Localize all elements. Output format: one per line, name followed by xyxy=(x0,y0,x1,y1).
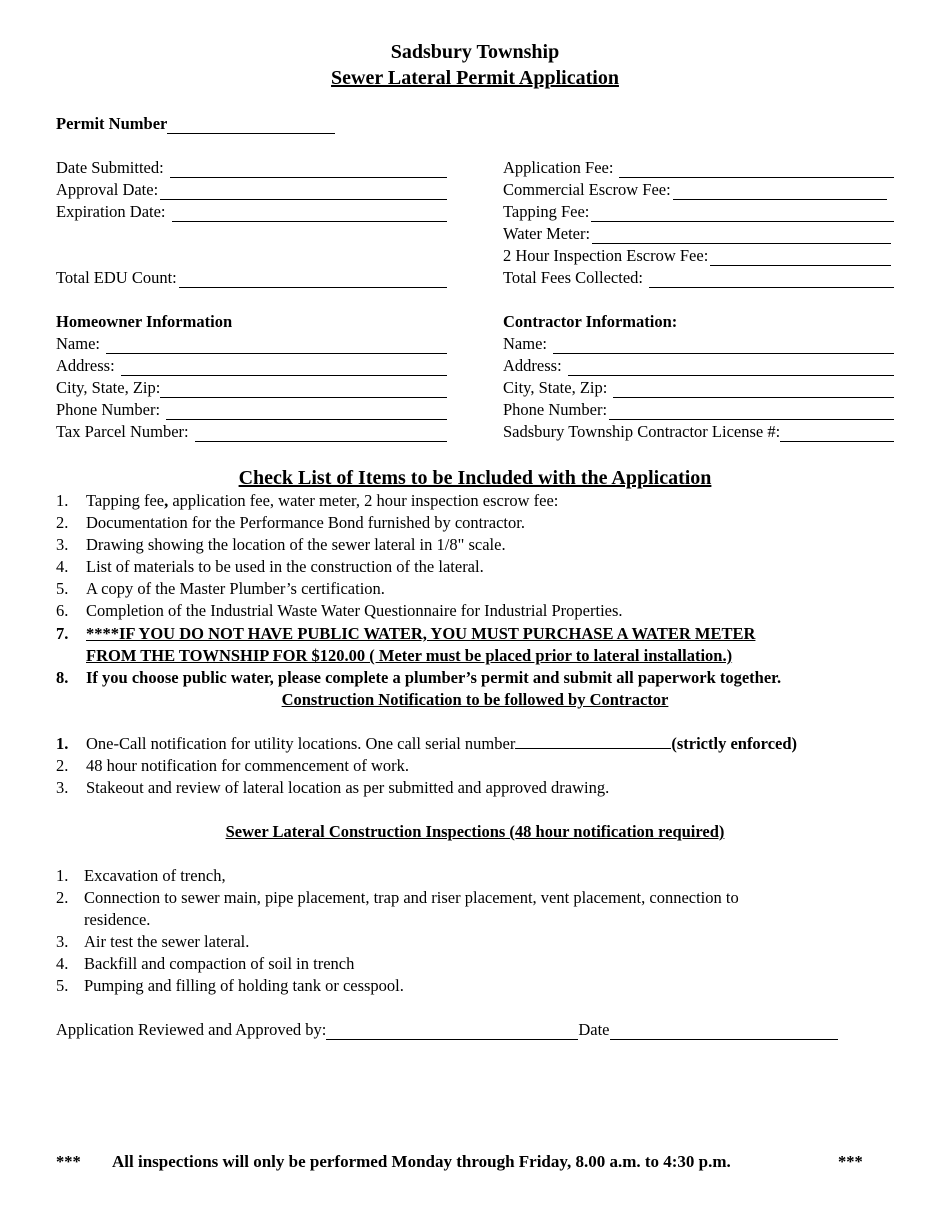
item-text: If you choose public water, please complete a plumber’s permit and submit all paperwork together. xyxy=(86,668,782,687)
item-text: A copy of the Master Plumber’s certification. xyxy=(86,579,385,598)
inspection-item xyxy=(56,888,739,908)
homeowner-name-field[interactable] xyxy=(56,334,447,354)
item-text: Documentation for the Performance Bond furnished by contractor. xyxy=(86,513,525,532)
construction-heading: Construction Notification to be followed by Contractor xyxy=(281,690,669,709)
total-edu-field[interactable] xyxy=(56,268,447,288)
checklist-heading: Check List of Items to be Included with the Application xyxy=(238,467,712,489)
total-fees-input[interactable] xyxy=(649,271,894,288)
homeowner-heading: Homeowner Information xyxy=(56,312,233,331)
tapping-fee-label: Tapping Fee: xyxy=(503,202,590,221)
reviewed-by-input[interactable] xyxy=(326,1023,578,1040)
item-text: Pumping and filling of holding tank or cesspool. xyxy=(84,976,404,995)
item-number: 1. xyxy=(56,491,69,510)
permit-number-label: Permit Number xyxy=(56,114,168,133)
contractor-phone-field[interactable] xyxy=(503,400,894,420)
homeowner-name-label: Name: xyxy=(56,334,100,353)
inspection-item xyxy=(56,932,249,952)
item-number: 3. xyxy=(56,778,69,797)
item-text: Stakeout and review of lateral location as per submitted and approved drawing. xyxy=(86,778,610,797)
inspection-escrow-fee-input[interactable] xyxy=(710,249,891,266)
contractor-address-input[interactable] xyxy=(568,359,894,376)
item-text: application fee, water meter, 2 hour inspection escrow fee: xyxy=(168,491,559,510)
checklist-item-water-meter-continued: FROM THE TOWNSHIP FOR $120.00 ( Meter must be placed prior to lateral installation.) xyxy=(86,646,733,665)
checklist-item xyxy=(56,601,623,621)
inspections-heading: Sewer Lateral Construction Inspections (48 hour notification required) xyxy=(225,822,725,841)
inspection-escrow-fee-label: 2 Hour Inspection Escrow Fee: xyxy=(503,246,709,265)
approval-date-label: Date xyxy=(578,1020,610,1039)
homeowner-city-input[interactable] xyxy=(160,381,447,398)
homeowner-phone-field[interactable] xyxy=(56,400,447,420)
item-number: 2. xyxy=(56,888,69,907)
item-number: 1. xyxy=(56,734,69,753)
item-text: Completion of the Industrial Waste Water Questionnaire for Industrial Properties. xyxy=(86,601,623,620)
expiration-date-label: Expiration Date: xyxy=(56,202,166,221)
inspection-item xyxy=(56,866,226,886)
checklist-item xyxy=(56,491,558,511)
inspection-item-continued: residence. xyxy=(84,910,151,929)
checklist-item-water-meter xyxy=(56,624,755,644)
contractor-name-input[interactable] xyxy=(553,337,894,354)
total-fees-field[interactable] xyxy=(503,268,894,288)
water-meter-field[interactable] xyxy=(503,224,891,244)
homeowner-address-input[interactable] xyxy=(121,359,447,376)
item-number: 4. xyxy=(56,954,69,973)
construction-item xyxy=(56,734,797,754)
commercial-escrow-fee-input[interactable] xyxy=(673,183,887,200)
tax-parcel-field[interactable] xyxy=(56,422,447,442)
homeowner-name-input[interactable] xyxy=(106,337,447,354)
contractor-name-field[interactable] xyxy=(503,334,894,354)
date-submitted-field[interactable] xyxy=(56,158,447,178)
checklist-item xyxy=(56,535,506,555)
inspection-item xyxy=(56,954,354,974)
item-number: 6. xyxy=(56,601,69,620)
contractor-license-label: Sadsbury Township Contractor License #: xyxy=(503,422,781,441)
item-number: 2. xyxy=(56,756,69,775)
commercial-escrow-fee-field[interactable] xyxy=(503,180,887,200)
approval-signature-row xyxy=(56,1020,838,1040)
contractor-heading: Contractor Information: xyxy=(503,312,678,331)
permit-number-input[interactable] xyxy=(167,117,335,134)
item-text: Backfill and compaction of soil in trench xyxy=(84,954,355,973)
contractor-name-label: Name: xyxy=(503,334,547,353)
approval-date-field[interactable] xyxy=(56,180,447,200)
homeowner-city-field[interactable] xyxy=(56,378,447,398)
item-text: 48 hour notification for commencement of work. xyxy=(86,756,410,775)
item-number: 5. xyxy=(56,579,69,598)
item-text: Drawing showing the location of the sewer lateral in 1/8" scale. xyxy=(86,535,506,554)
date-submitted-input[interactable] xyxy=(170,161,447,178)
item-number: 2. xyxy=(56,513,69,532)
water-meter-input[interactable] xyxy=(592,227,891,244)
item-number: 3. xyxy=(56,535,69,554)
footer-stars-left: *** xyxy=(56,1152,81,1171)
homeowner-city-label: City, State, Zip: xyxy=(56,378,161,397)
item-text: Tapping fee xyxy=(86,491,165,510)
inspection-escrow-fee-field[interactable] xyxy=(503,246,891,266)
contractor-phone-input[interactable] xyxy=(609,403,894,420)
approval-date-signature-input[interactable] xyxy=(610,1023,838,1040)
commercial-escrow-fee-label: Commercial Escrow Fee: xyxy=(503,180,671,199)
item-number: 3. xyxy=(56,932,69,951)
construction-item xyxy=(56,778,609,798)
contractor-address-label: Address: xyxy=(503,356,562,375)
homeowner-phone-label: Phone Number: xyxy=(56,400,161,419)
page-title: Sewer Lateral Permit Application xyxy=(331,67,619,89)
checklist-item xyxy=(56,557,484,577)
item-number: 5. xyxy=(56,976,69,995)
homeowner-address-label: Address: xyxy=(56,356,115,375)
tapping-fee-field[interactable] xyxy=(503,202,894,222)
homeowner-phone-input[interactable] xyxy=(166,403,447,420)
checklist-item xyxy=(56,579,385,599)
contractor-city-input[interactable] xyxy=(613,381,894,398)
item-number: 7. xyxy=(56,624,69,643)
tax-parcel-label: Tax Parcel Number: xyxy=(56,422,189,441)
expiration-date-input[interactable] xyxy=(172,205,447,222)
item-number: 4. xyxy=(56,557,69,576)
contractor-city-field[interactable] xyxy=(503,378,894,398)
item-text: One-Call notification for utility locations. One call serial number xyxy=(86,734,516,753)
item-number: 8. xyxy=(56,668,69,687)
footer-stars-right: *** xyxy=(838,1152,863,1171)
expiration-date-field[interactable] xyxy=(56,202,447,222)
application-fee-input[interactable] xyxy=(619,161,894,178)
checklist-item xyxy=(56,513,525,533)
total-fees-label: Total Fees Collected: xyxy=(503,268,643,287)
approval-date-label: Approval Date: xyxy=(56,180,159,199)
total-edu-input[interactable] xyxy=(179,271,447,288)
total-edu-label: Total EDU Count: xyxy=(56,268,177,287)
item-number: 1. xyxy=(56,866,69,885)
item-text: List of materials to be used in the construction of the lateral. xyxy=(86,557,484,576)
item-text: , xyxy=(164,491,169,510)
application-fee-field[interactable] xyxy=(503,158,894,178)
strictly-enforced-note: (strictly enforced) xyxy=(671,734,798,753)
item-text: ****IF YOU DO NOT HAVE PUBLIC WATER, YOU MUST PURCHASE A WATER METER xyxy=(86,624,756,643)
tapping-fee-input[interactable] xyxy=(591,205,894,222)
water-meter-label: Water Meter: xyxy=(503,224,591,243)
item-text: Connection to sewer main, pipe placement, trap and riser placement, vent placement, connection to xyxy=(84,888,739,907)
item-text: Air test the sewer lateral. xyxy=(84,932,250,951)
checklist-item-public-water xyxy=(56,668,781,688)
inspection-item xyxy=(56,976,404,996)
permit-number-field[interactable] xyxy=(56,114,335,134)
tax-parcel-input[interactable] xyxy=(195,425,447,442)
date-submitted-label: Date Submitted: xyxy=(56,158,164,177)
approval-date-input[interactable] xyxy=(160,183,447,200)
serial-number-input[interactable] xyxy=(515,734,671,749)
contractor-license-input[interactable] xyxy=(780,425,894,442)
application-fee-label: Application Fee: xyxy=(503,158,614,177)
item-text: Excavation of trench, xyxy=(84,866,226,885)
contractor-city-label: City, State, Zip: xyxy=(503,378,608,397)
reviewed-by-label: Application Reviewed and Approved by: xyxy=(56,1020,327,1039)
contractor-phone-label: Phone Number: xyxy=(503,400,608,419)
construction-item xyxy=(56,756,409,776)
homeowner-address-field[interactable] xyxy=(56,356,447,376)
township-name: Sadsbury Township xyxy=(390,41,560,63)
footer-notice: All inspections will only be performed Monday through Friday, 8.00 a.m. to 4:30 p.m. xyxy=(112,1152,731,1171)
contractor-address-field[interactable] xyxy=(503,356,894,376)
contractor-license-field[interactable] xyxy=(503,422,894,442)
